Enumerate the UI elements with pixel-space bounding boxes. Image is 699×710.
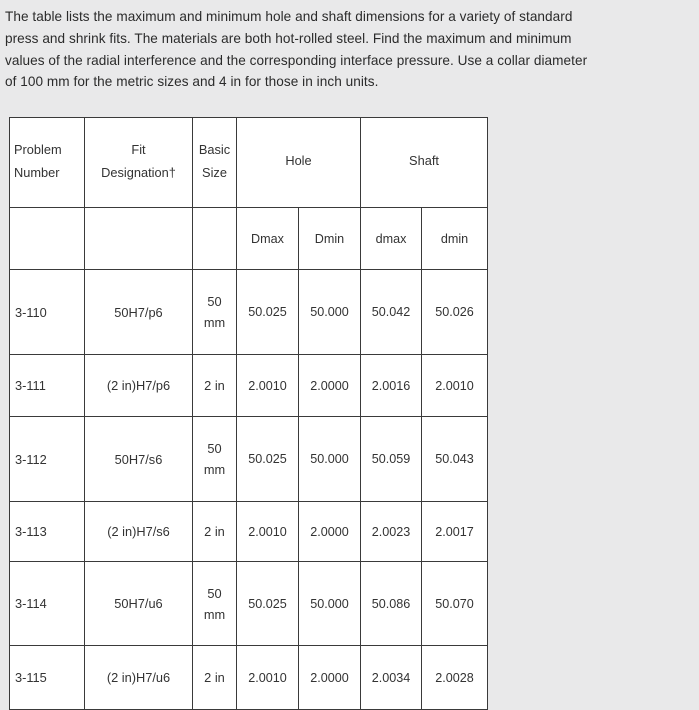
empty-cell — [85, 208, 193, 270]
header-basic-size — [193, 118, 237, 208]
shaft-dmax: 50.086 — [361, 562, 422, 646]
fit-designation: (2 in)H7/u6 — [85, 646, 193, 710]
problem-number: 3-111 — [10, 355, 85, 417]
fit-designation: 50H7/p6 — [85, 270, 193, 355]
problem-line: press and shrink fits. The materials are both hot-rolled steel. Find the maximum and minimum — [5, 30, 572, 46]
table-row — [10, 502, 488, 562]
header-label: Fit — [131, 142, 146, 157]
problem-number: 3-113 — [10, 502, 85, 562]
basic-size-value: 50 — [207, 441, 222, 456]
basic-size-value: 50 — [207, 294, 222, 309]
shaft-dmin: 2.0010 — [422, 355, 488, 417]
header-hole-dmin: Dmin — [299, 208, 361, 270]
fit-designation: 50H7/s6 — [85, 417, 193, 502]
shaft-dmin: 50.026 — [422, 270, 488, 355]
table-row — [10, 355, 488, 417]
basic-size-unit: mm — [203, 462, 226, 477]
shaft-dmin: 50.070 — [422, 562, 488, 646]
basic-size — [193, 502, 237, 562]
shaft-dmin: 50.043 — [422, 417, 488, 502]
header-problem-number — [10, 118, 85, 208]
empty-cell — [193, 208, 237, 270]
header-shaft: Shaft — [361, 118, 488, 208]
problem-statement — [5, 6, 695, 93]
table-row — [10, 270, 488, 355]
problem-number: 3-110 — [10, 270, 85, 355]
header-shaft-dmin: dmin — [422, 208, 488, 270]
problem-number: 3-115 — [10, 646, 85, 710]
empty-cell — [10, 208, 85, 270]
header-hole-dmax: Dmax — [237, 208, 299, 270]
problem-line: values of the radial interference and the corresponding interface pressure. Use a collar diameter — [5, 52, 588, 68]
fit-designation: (2 in)H7/p6 — [85, 355, 193, 417]
header-label: Basic — [198, 142, 231, 157]
basic-size — [193, 417, 237, 502]
basic-size — [193, 270, 237, 355]
shaft-dmax: 2.0016 — [361, 355, 422, 417]
hole-dmin: 50.000 — [299, 270, 361, 355]
problem-number: 3-114 — [10, 562, 85, 646]
subheader-row — [10, 208, 488, 270]
basic-size — [193, 355, 237, 417]
hole-dmin: 2.0000 — [299, 646, 361, 710]
basic-size — [193, 562, 237, 646]
basic-size-value: 2 in — [204, 378, 225, 393]
header-row — [10, 118, 488, 208]
problem-number: 3-112 — [10, 417, 85, 502]
basic-size-unit: mm — [203, 606, 226, 622]
hole-dmax: 2.0010 — [237, 355, 299, 417]
header-shaft-dmax: dmax — [361, 208, 422, 270]
basic-size-unit: mm — [203, 315, 226, 330]
header-hole: Hole — [237, 118, 361, 208]
shaft-dmax: 50.059 — [361, 417, 422, 502]
problem-line: The table lists the maximum and minimum hole and shaft dimensions for a variety of standard — [5, 9, 573, 24]
hole-dmin: 2.0000 — [299, 355, 361, 417]
hole-dmax: 50.025 — [237, 562, 299, 646]
basic-size-value: 50 — [207, 585, 222, 601]
shaft-dmax: 2.0023 — [361, 502, 422, 562]
table-row — [10, 562, 488, 646]
hole-dmax: 2.0010 — [237, 502, 299, 562]
hole-dmax: 50.025 — [237, 417, 299, 502]
fit-designation: (2 in)H7/s6 — [85, 502, 193, 562]
hole-dmax: 50.025 — [237, 270, 299, 355]
shaft-dmin: 2.0028 — [422, 646, 488, 710]
shaft-dmax: 2.0034 — [361, 646, 422, 710]
table-row — [10, 417, 488, 502]
hole-dmax: 2.0010 — [237, 646, 299, 710]
header-label: Number — [14, 165, 60, 180]
header-fit-designation — [85, 118, 193, 208]
header-label: Designation† — [101, 165, 176, 180]
fits-table — [9, 117, 488, 710]
shaft-dmax: 50.042 — [361, 270, 422, 355]
hole-dmin: 50.000 — [299, 562, 361, 646]
header-label: Size — [202, 165, 227, 180]
hole-dmin: 2.0000 — [299, 502, 361, 562]
header-label: Problem — [14, 142, 62, 157]
basic-size-value: 2 in — [204, 524, 225, 539]
basic-size-value: 2 in — [204, 670, 225, 685]
fit-designation: 50H7/u6 — [85, 562, 193, 646]
shaft-dmin: 2.0017 — [422, 502, 488, 562]
hole-dmin: 50.000 — [299, 417, 361, 502]
problem-line: of 100 mm for the metric sizes and 4 in for those in inch units. — [5, 74, 379, 90]
